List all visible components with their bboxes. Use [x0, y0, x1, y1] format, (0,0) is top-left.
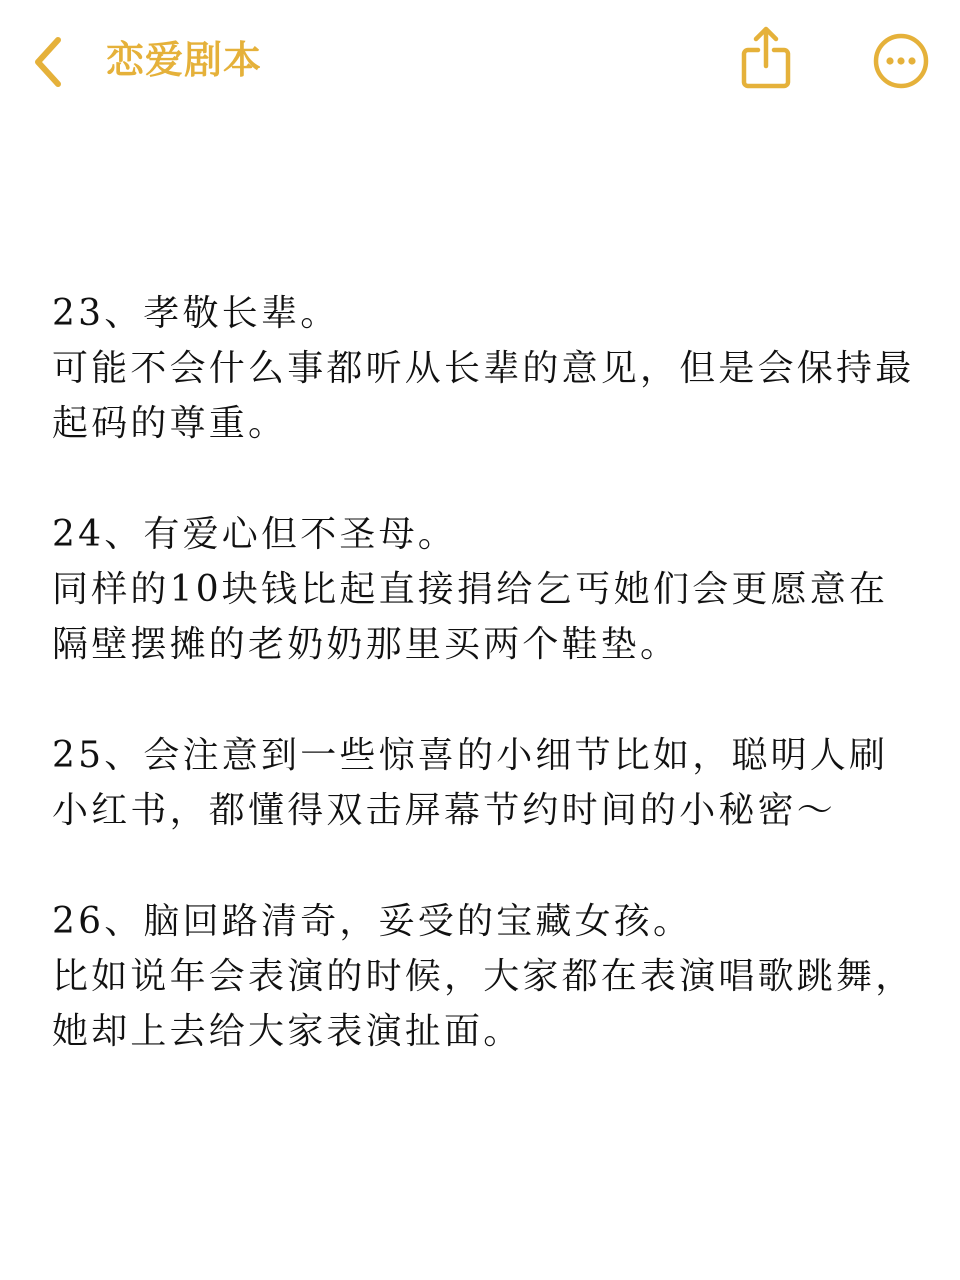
section-heading: 24、有爱心但不圣母。 [52, 514, 458, 555]
note-section [52, 286, 922, 451]
note-section [52, 894, 922, 1059]
page-title: 恋爱剧本 [106, 38, 263, 82]
chevron-left-icon [28, 34, 76, 90]
navigation-bar [0, 0, 960, 120]
section-heading: 26、脑回路清奇，妥受的宝藏女孩。 [52, 901, 693, 942]
section-text: 同样的10块钱比起直接捐给乞丐她们会更愿意在隔壁摆摊的老奶奶那里买两个鞋垫。 [52, 569, 889, 665]
share-icon [738, 24, 794, 92]
back-button[interactable] [28, 34, 76, 90]
more-icon [872, 32, 930, 90]
section-heading: 23、孝敬长辈。 [52, 293, 340, 334]
section-heading: 25、会注意到一些惊喜的小细节比如，聪明人刷小红书，都懂得双击屏幕节约时间的小秘密～ [52, 735, 889, 831]
note-section [52, 728, 922, 838]
note-content[interactable] [52, 286, 922, 1115]
section-text: 可能不会什么事都听从长辈的意见，但是会保持最起码的尊重。 [52, 348, 915, 444]
share-button[interactable] [738, 24, 794, 92]
more-options-button[interactable] [872, 32, 930, 90]
section-text: 比如说年会表演的时候，大家都在表演唱歌跳舞，她却上去给大家表演扯面。 [52, 956, 915, 1052]
note-section [52, 507, 922, 672]
